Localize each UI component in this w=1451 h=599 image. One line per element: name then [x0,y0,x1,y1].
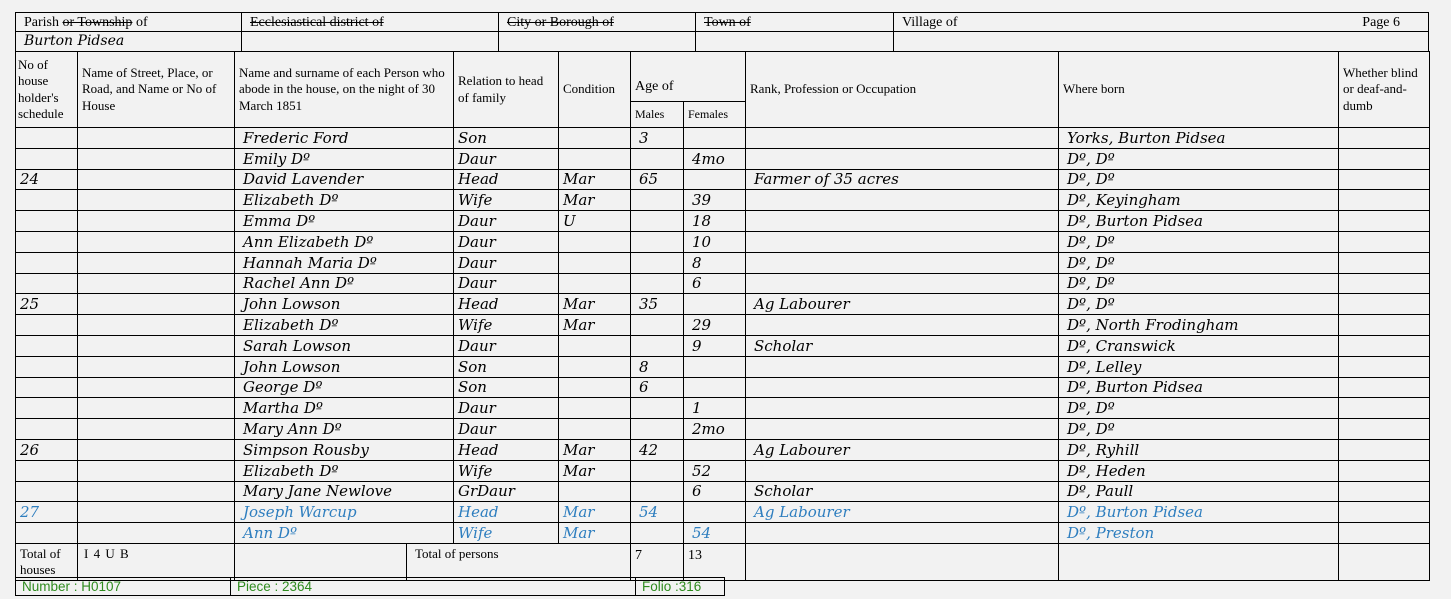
table-row [16,169,1430,190]
table-row [16,315,1430,336]
cell-females: 29 [684,315,746,336]
cell-street [78,315,235,336]
cell-born: Dº, Dº [1059,273,1339,294]
parish-cell [15,12,242,32]
cell-blind [1339,523,1430,544]
cell-occupation: Ag Labourer [746,294,1059,315]
cell-blind [1339,190,1430,211]
total-occupation-blank [746,543,1059,581]
cell-relation: Daur [454,335,559,356]
cell-relation: Daur [454,211,559,232]
cell-name: Frederic Ford [235,128,454,149]
cell-occupation [746,231,1059,252]
cell-relation: Son [454,356,559,377]
cell-occupation [746,148,1059,169]
cell-blind [1339,335,1430,356]
cell-schedule [16,523,78,544]
cell-condition: Mar [559,439,631,460]
cell-street [78,190,235,211]
table-row [16,294,1430,315]
cell-born: Dº, Dº [1059,231,1339,252]
cell-females [684,439,746,460]
cell-name: John Lowson [235,356,454,377]
cell-relation: Wife [454,315,559,336]
cell-relation: Daur [454,148,559,169]
cell-name: Emma Dº [235,211,454,232]
village-cell [893,12,1429,32]
cell-schedule: 25 [16,294,78,315]
cell-street [78,294,235,315]
cell-name: Sarah Lowson [235,335,454,356]
cell-males [631,481,684,502]
total-persons-label: Total of persons [415,545,499,561]
table-row [16,481,1430,502]
cell-males [631,231,684,252]
cell-schedule: 24 [16,169,78,190]
cell-name: Simpson Rousby [235,439,454,460]
page-number: Page 6 [1362,15,1400,30]
table-row [16,252,1430,273]
cell-street [78,148,235,169]
col-females-header: Females [684,102,746,128]
table-row [16,419,1430,440]
cell-condition [559,148,631,169]
cell-condition [559,128,631,149]
table-row [16,460,1430,481]
cell-relation: Head [454,439,559,460]
cell-name: David Lavender [235,169,454,190]
cell-relation: Wife [454,460,559,481]
cell-name: Ann Dº [235,523,454,544]
town-cell [695,12,894,32]
cell-blind [1339,460,1430,481]
table-row [16,377,1430,398]
cell-relation: Daur [454,419,559,440]
cell-females: 18 [684,211,746,232]
cell-name: John Lowson [235,294,454,315]
cell-schedule [16,398,78,419]
cell-females: 8 [684,252,746,273]
cell-males [631,211,684,232]
cell-name: Rachel Ann Dº [235,273,454,294]
cell-females: 6 [684,481,746,502]
cell-males [631,190,684,211]
total-persons-cell [235,543,631,581]
cell-street [78,419,235,440]
cell-relation: GrDaur [454,481,559,502]
cell-blind [1339,419,1430,440]
cell-condition: Mar [559,460,631,481]
cell-blind [1339,356,1430,377]
cell-blind [1339,128,1430,149]
cell-street [78,356,235,377]
cell-condition [559,273,631,294]
cell-occupation [746,419,1059,440]
cell-street [78,211,235,232]
total-born-blank [1059,543,1339,581]
cell-females: 6 [684,273,746,294]
parish-label: Parish [24,15,59,30]
cell-blind [1339,252,1430,273]
cell-occupation [746,128,1059,149]
cell-born: Dº, Ryhill [1059,439,1339,460]
cell-males [631,273,684,294]
cell-relation: Head [454,169,559,190]
cell-born: Dº, Lelley [1059,356,1339,377]
cell-born: Dº, Keyingham [1059,190,1339,211]
cell-street [78,460,235,481]
cell-born: Dº, Dº [1059,294,1339,315]
cell-blind [1339,377,1430,398]
cell-name: Hannah Maria Dº [235,252,454,273]
cell-schedule [16,335,78,356]
cell-relation: Daur [454,273,559,294]
col-schedule-header: No of house holder's schedule [16,52,78,128]
cell-name: Mary Ann Dº [235,419,454,440]
city-label: City or Borough of [507,15,614,30]
cell-name: George Dº [235,377,454,398]
ecclesiastical-label: Ecclesiastical district of [250,15,384,30]
cell-born: Dº, Dº [1059,169,1339,190]
cell-condition [559,419,631,440]
cell-schedule [16,211,78,232]
cell-condition: Mar [559,294,631,315]
cell-schedule [16,252,78,273]
city-value-cell [498,31,696,52]
cell-females [684,377,746,398]
cell-occupation: Ag Labourer [746,502,1059,523]
table-row [16,128,1430,149]
cell-name: Joseph Warcup [235,502,454,523]
total-persons-spacer [235,544,407,581]
cell-relation: Head [454,502,559,523]
cell-born: Dº, Burton Pidsea [1059,377,1339,398]
cell-blind [1339,439,1430,460]
cell-name: Elizabeth Dº [235,460,454,481]
table-row [16,335,1430,356]
cell-street [78,502,235,523]
cell-blind [1339,315,1430,336]
cell-born: Dº, Cranswick [1059,335,1339,356]
cell-females [684,356,746,377]
cell-born: Dº, Burton Pidsea [1059,502,1339,523]
cell-relation: Wife [454,190,559,211]
cell-name: Martha Dº [235,398,454,419]
cell-schedule: 27 [16,502,78,523]
cell-name: Ann Elizabeth Dº [235,231,454,252]
total-females: 13 [684,543,746,581]
cell-street [78,252,235,273]
cell-born: Dº, North Frodingham [1059,315,1339,336]
table-row [16,211,1430,232]
cell-street [78,398,235,419]
city-cell [498,12,696,32]
cell-born: Dº, Burton Pidsea [1059,211,1339,232]
cell-occupation [746,398,1059,419]
cell-occupation [746,460,1059,481]
township-label: or Township [62,15,133,30]
cell-males [631,460,684,481]
cell-males [631,148,684,169]
cell-born: Dº, Dº [1059,148,1339,169]
cell-street [78,481,235,502]
total-houses-value: I 4 U B [78,543,235,581]
village-label: Village of [902,15,958,30]
cell-street [78,273,235,294]
col-relation-header: Relation to head of family [454,52,559,128]
of-label: of [135,15,148,30]
cell-blind [1339,294,1430,315]
cell-street [78,377,235,398]
cell-occupation: Scholar [746,481,1059,502]
header-strip [15,12,1429,52]
parish-value-cell [15,31,242,52]
col-age-header: Age of [631,52,746,102]
cell-condition [559,481,631,502]
total-blind-blank [1339,543,1430,581]
cell-blind [1339,502,1430,523]
col-name-header: Name and surname of each Person who abode in the house, on the night of 30 March 1851 [235,52,454,128]
cell-condition [559,335,631,356]
cell-males: 3 [631,128,684,149]
cell-blind [1339,273,1430,294]
cell-condition: U [559,211,631,232]
folio-ref: Folio :316 [635,577,725,596]
cell-males [631,252,684,273]
cell-males: 6 [631,377,684,398]
cell-relation: Wife [454,523,559,544]
table-row [16,502,1430,523]
cell-males [631,315,684,336]
table-row [16,190,1430,211]
table-row [16,523,1430,544]
town-value-cell [695,31,894,52]
cell-condition [559,231,631,252]
cell-schedule [16,190,78,211]
cell-occupation: Ag Labourer [746,439,1059,460]
cell-street [78,128,235,149]
cell-condition [559,398,631,419]
number-ref: Number : H0107 [15,577,231,596]
cell-females: 10 [684,231,746,252]
col-blind-header: Whether blind or deaf-and-dumb [1339,52,1430,128]
cell-name: Emily Dº [235,148,454,169]
cell-occupation [746,211,1059,232]
cell-schedule [16,419,78,440]
table-row [16,356,1430,377]
cell-born: Dº, Dº [1059,419,1339,440]
totals-row [16,543,1430,581]
cell-blind [1339,148,1430,169]
cell-males: 54 [631,502,684,523]
col-occupation-header: Rank, Profession or Occupation [746,52,1059,128]
cell-females: 39 [684,190,746,211]
cell-schedule: 26 [16,439,78,460]
cell-males: 8 [631,356,684,377]
cell-females: 9 [684,335,746,356]
cell-males [631,398,684,419]
census-table [15,51,1430,581]
cell-schedule [16,231,78,252]
cell-born: Dº, Dº [1059,398,1339,419]
cell-occupation [746,377,1059,398]
table-row [16,148,1430,169]
cell-males: 65 [631,169,684,190]
cell-males: 35 [631,294,684,315]
col-born-header: Where born [1059,52,1339,128]
town-label: Town of [704,15,751,30]
cell-born: Dº, Heden [1059,460,1339,481]
total-males: 7 [631,543,684,581]
cell-street [78,439,235,460]
table-row [16,439,1430,460]
cell-occupation [746,315,1059,336]
cell-born: Dº, Dº [1059,252,1339,273]
cell-born: Dº, Paull [1059,481,1339,502]
cell-males [631,523,684,544]
cell-occupation [746,523,1059,544]
cell-males [631,419,684,440]
cell-schedule [16,460,78,481]
cell-females [684,128,746,149]
cell-schedule [16,356,78,377]
cell-relation: Son [454,128,559,149]
cell-condition: Mar [559,523,631,544]
cell-relation: Daur [454,231,559,252]
cell-schedule [16,481,78,502]
cell-schedule [16,148,78,169]
cell-name: Elizabeth Dº [235,190,454,211]
cell-females: 2mo [684,419,746,440]
col-males-header: Males [631,102,684,128]
cell-schedule [16,377,78,398]
cell-blind [1339,398,1430,419]
ecclesiastical-cell [241,12,499,32]
census-rows [16,128,1430,544]
cell-occupation: Farmer of 35 acres [746,169,1059,190]
cell-schedule [16,273,78,294]
cell-males: 42 [631,439,684,460]
cell-street [78,231,235,252]
cell-relation: Head [454,294,559,315]
cell-name: Mary Jane Newlove [235,481,454,502]
cell-occupation [746,273,1059,294]
cell-born: Yorks, Burton Pidsea [1059,128,1339,149]
table-row [16,231,1430,252]
cell-blind [1339,231,1430,252]
cell-schedule [16,315,78,336]
piece-ref: Piece : 2364 [230,577,636,596]
cell-females: 54 [684,523,746,544]
col-condition-header: Condition [559,52,631,128]
cell-condition: Mar [559,190,631,211]
cell-blind [1339,481,1430,502]
cell-born: Dº, Preston [1059,523,1339,544]
cell-females: 1 [684,398,746,419]
cell-females [684,169,746,190]
cell-females: 4mo [684,148,746,169]
total-houses-label: Total of houses [16,543,78,581]
cell-street [78,523,235,544]
cell-occupation: Scholar [746,335,1059,356]
col-street-header: Name of Street, Place, or Road, and Name or No of House [78,52,235,128]
cell-condition [559,377,631,398]
cell-relation: Daur [454,252,559,273]
cell-males [631,335,684,356]
cell-occupation [746,252,1059,273]
cell-females [684,294,746,315]
cell-condition [559,356,631,377]
cell-condition: Mar [559,502,631,523]
parish-value: Burton Pidsea [24,33,125,49]
village-value-cell [893,31,1429,52]
cell-occupation [746,190,1059,211]
ecclesiastical-value-cell [241,31,499,52]
cell-condition [559,252,631,273]
cell-occupation [746,356,1059,377]
cell-blind [1339,211,1430,232]
cell-relation: Son [454,377,559,398]
table-row [16,273,1430,294]
cell-relation: Daur [454,398,559,419]
cell-condition: Mar [559,169,631,190]
cell-schedule [16,128,78,149]
cell-females: 52 [684,460,746,481]
cell-blind [1339,169,1430,190]
table-row [16,398,1430,419]
cell-street [78,335,235,356]
cell-street [78,169,235,190]
cell-name: Elizabeth Dº [235,315,454,336]
cell-condition: Mar [559,315,631,336]
cell-females [684,502,746,523]
